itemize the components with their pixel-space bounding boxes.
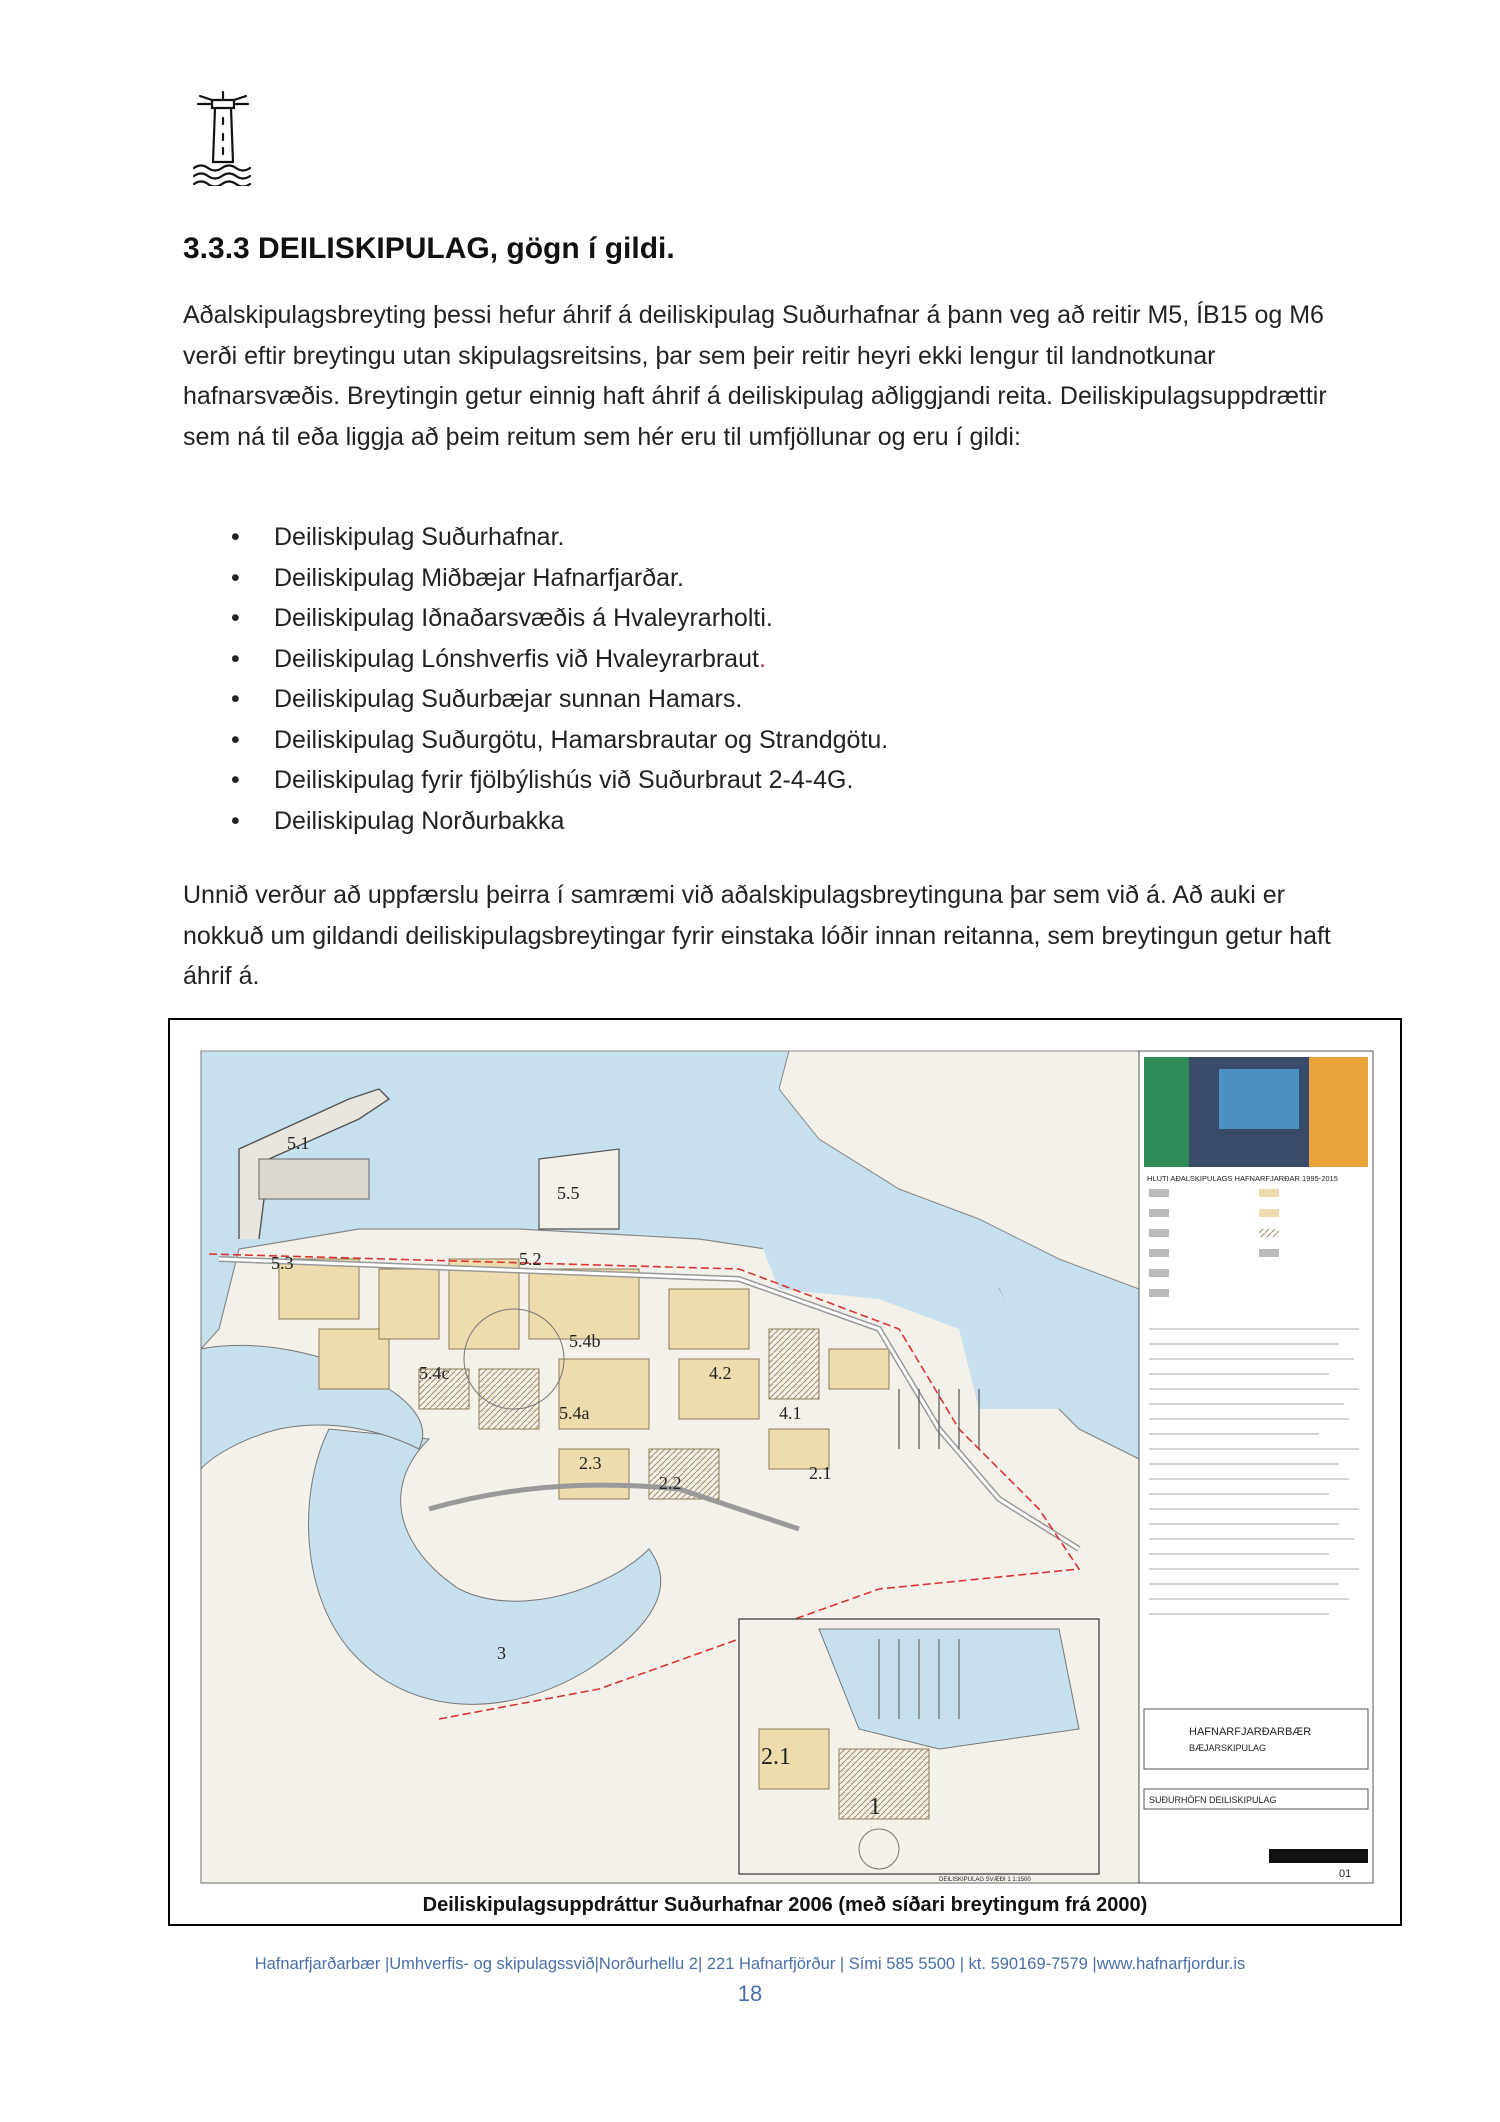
list-item-text: Deiliskipulag fyrir fjölbýlishús við Suðurbraut 2-4-4G. <box>274 766 854 794</box>
legend-office-name: HAFNARFJARÐARBÆR <box>1189 1726 1312 1738</box>
list-item: • Deiliskipulag Lónshverfis við Hvaleyrarbraut. <box>231 644 766 673</box>
list-item-text: Deiliskipulag Suðurbæjar sunnan Hamars. <box>274 685 743 713</box>
list-item: • Deiliskipulag fyrir fjölbýlishús við Suðurbraut 2-4-4G. <box>231 766 854 794</box>
map-label: 3 <box>497 1643 506 1663</box>
legend-title: HLUTI AÐALSKIPULAGS HAFNARFJARÐAR 1995-2015 <box>1147 1174 1338 1183</box>
map-label: 5.2 <box>519 1249 542 1269</box>
plan-figure <box>168 1018 1402 1926</box>
list-item-text: Deiliskipulag Suðurhafnar. <box>274 523 565 551</box>
list-item-text: Deiliskipulag Norðurbakka <box>274 806 565 835</box>
map-label: 5.1 <box>287 1133 310 1153</box>
map-label: 4.1 <box>779 1403 802 1423</box>
map-label: 1 <box>869 1794 881 1820</box>
map-label: 5.5 <box>557 1183 580 1203</box>
map-label: 5.4b <box>569 1331 601 1351</box>
map-label: 4.2 <box>709 1363 732 1383</box>
list-item-text: Deiliskipulag Lónshverfis við Hvaleyrarbraut <box>274 644 759 673</box>
list-item: • Deiliskipulag Suðurhafnar. <box>231 523 565 551</box>
list-item: • Deiliskipulag Miðbæjar Hafnarfjarðar. <box>231 563 684 592</box>
map-label: 2.1 <box>809 1463 832 1483</box>
map-label: 2.1 <box>761 1744 791 1770</box>
list-item: • Deiliskipulag Iðnaðarsvæðis á Hvaleyrarholti. <box>231 604 773 632</box>
page-number: 18 <box>737 1981 763 2006</box>
map-label: 2.2 <box>659 1473 682 1493</box>
list-item: • Deiliskipulag Suðurbæjar sunnan Hamars. <box>231 685 743 713</box>
plan-list <box>183 517 1283 841</box>
list-item: • Deiliskipulag Norðurbakka <box>231 806 565 835</box>
legend-sheet-number: 01 <box>1339 1868 1352 1880</box>
lighthouse-icon <box>190 90 256 186</box>
map-scale: DEILISKIPULAG SVÆÐI 1 1:1500 <box>939 1877 1031 1883</box>
legend-office-dept: BÆJARSKIPULAG <box>1189 1743 1267 1753</box>
intro-paragraph: Aðalskipulagsbreyting þessi hefur áhrif á deiliskipulag Suðurhafnar á þann veg að reitir M5, ÍB15 og M6 verði eftir breytingu utan skipulagsreitsins, þar sem þeir reitir heyri ekki lengur til landnotkunar hafnarsvæðis. Breytingin getur einnig haft áhrif á deiliskipulag aðliggjandi reita. Deiliskipulagsuppdrættir sem ná til eða liggja að þeim reitum sem hér eru til umfjöllunar og eru í gildi: <box>183 301 1327 451</box>
section-heading: 3.3.3 DEILISKIPULAG, gögn í gildi. <box>183 232 675 265</box>
page-footer: Hafnarfjarðarbær |Umhverfis- og skipulagssvið|Norðurhellu 2| 221 Hafnarfjörður | Sími 585 5500 | kt. 590169-7579 |www.hafnarfjordur.is <box>254 1955 1246 1973</box>
zoning-plan-map <box>179 1029 1393 1891</box>
map-label: 2.3 <box>579 1453 602 1473</box>
legend-plan-name: SUÐURHÖFN DEILISKIPULAG <box>1149 1795 1277 1805</box>
map-label: 5.4c <box>419 1363 450 1383</box>
map-label: 5.4a <box>559 1403 590 1423</box>
list-item-suffix: . <box>758 644 766 673</box>
list-item-text: Deiliskipulag Iðnaðarsvæðis á Hvaleyrarholti. <box>274 604 773 632</box>
list-item: • Deiliskipulag Suðurgötu, Hamarsbrautar og Strandgötu. <box>231 725 889 754</box>
list-item-text: Deiliskipulag Miðbæjar Hafnarfjarðar. <box>274 563 684 592</box>
list-item-text: Deiliskipulag Suðurgötu, Hamarsbrautar og Strandgötu. <box>274 725 889 754</box>
map-label: 5.3 <box>271 1253 294 1273</box>
closing-paragraph: Unnið verður að uppfærslu þeirra í samræmi við aðalskipulagsbreytinguna þar sem við á. Að auki er nokkuð um gildandi deiliskipulagsbreytingar fyrir einstaka lóðir innan reitanna, sem breytingun getur haft áhrif á. <box>183 881 1331 990</box>
figure-caption: Deiliskipulagsuppdráttur Suðurhafnar 2006 (með síðari breytingum frá 2000) <box>422 1894 1148 1916</box>
